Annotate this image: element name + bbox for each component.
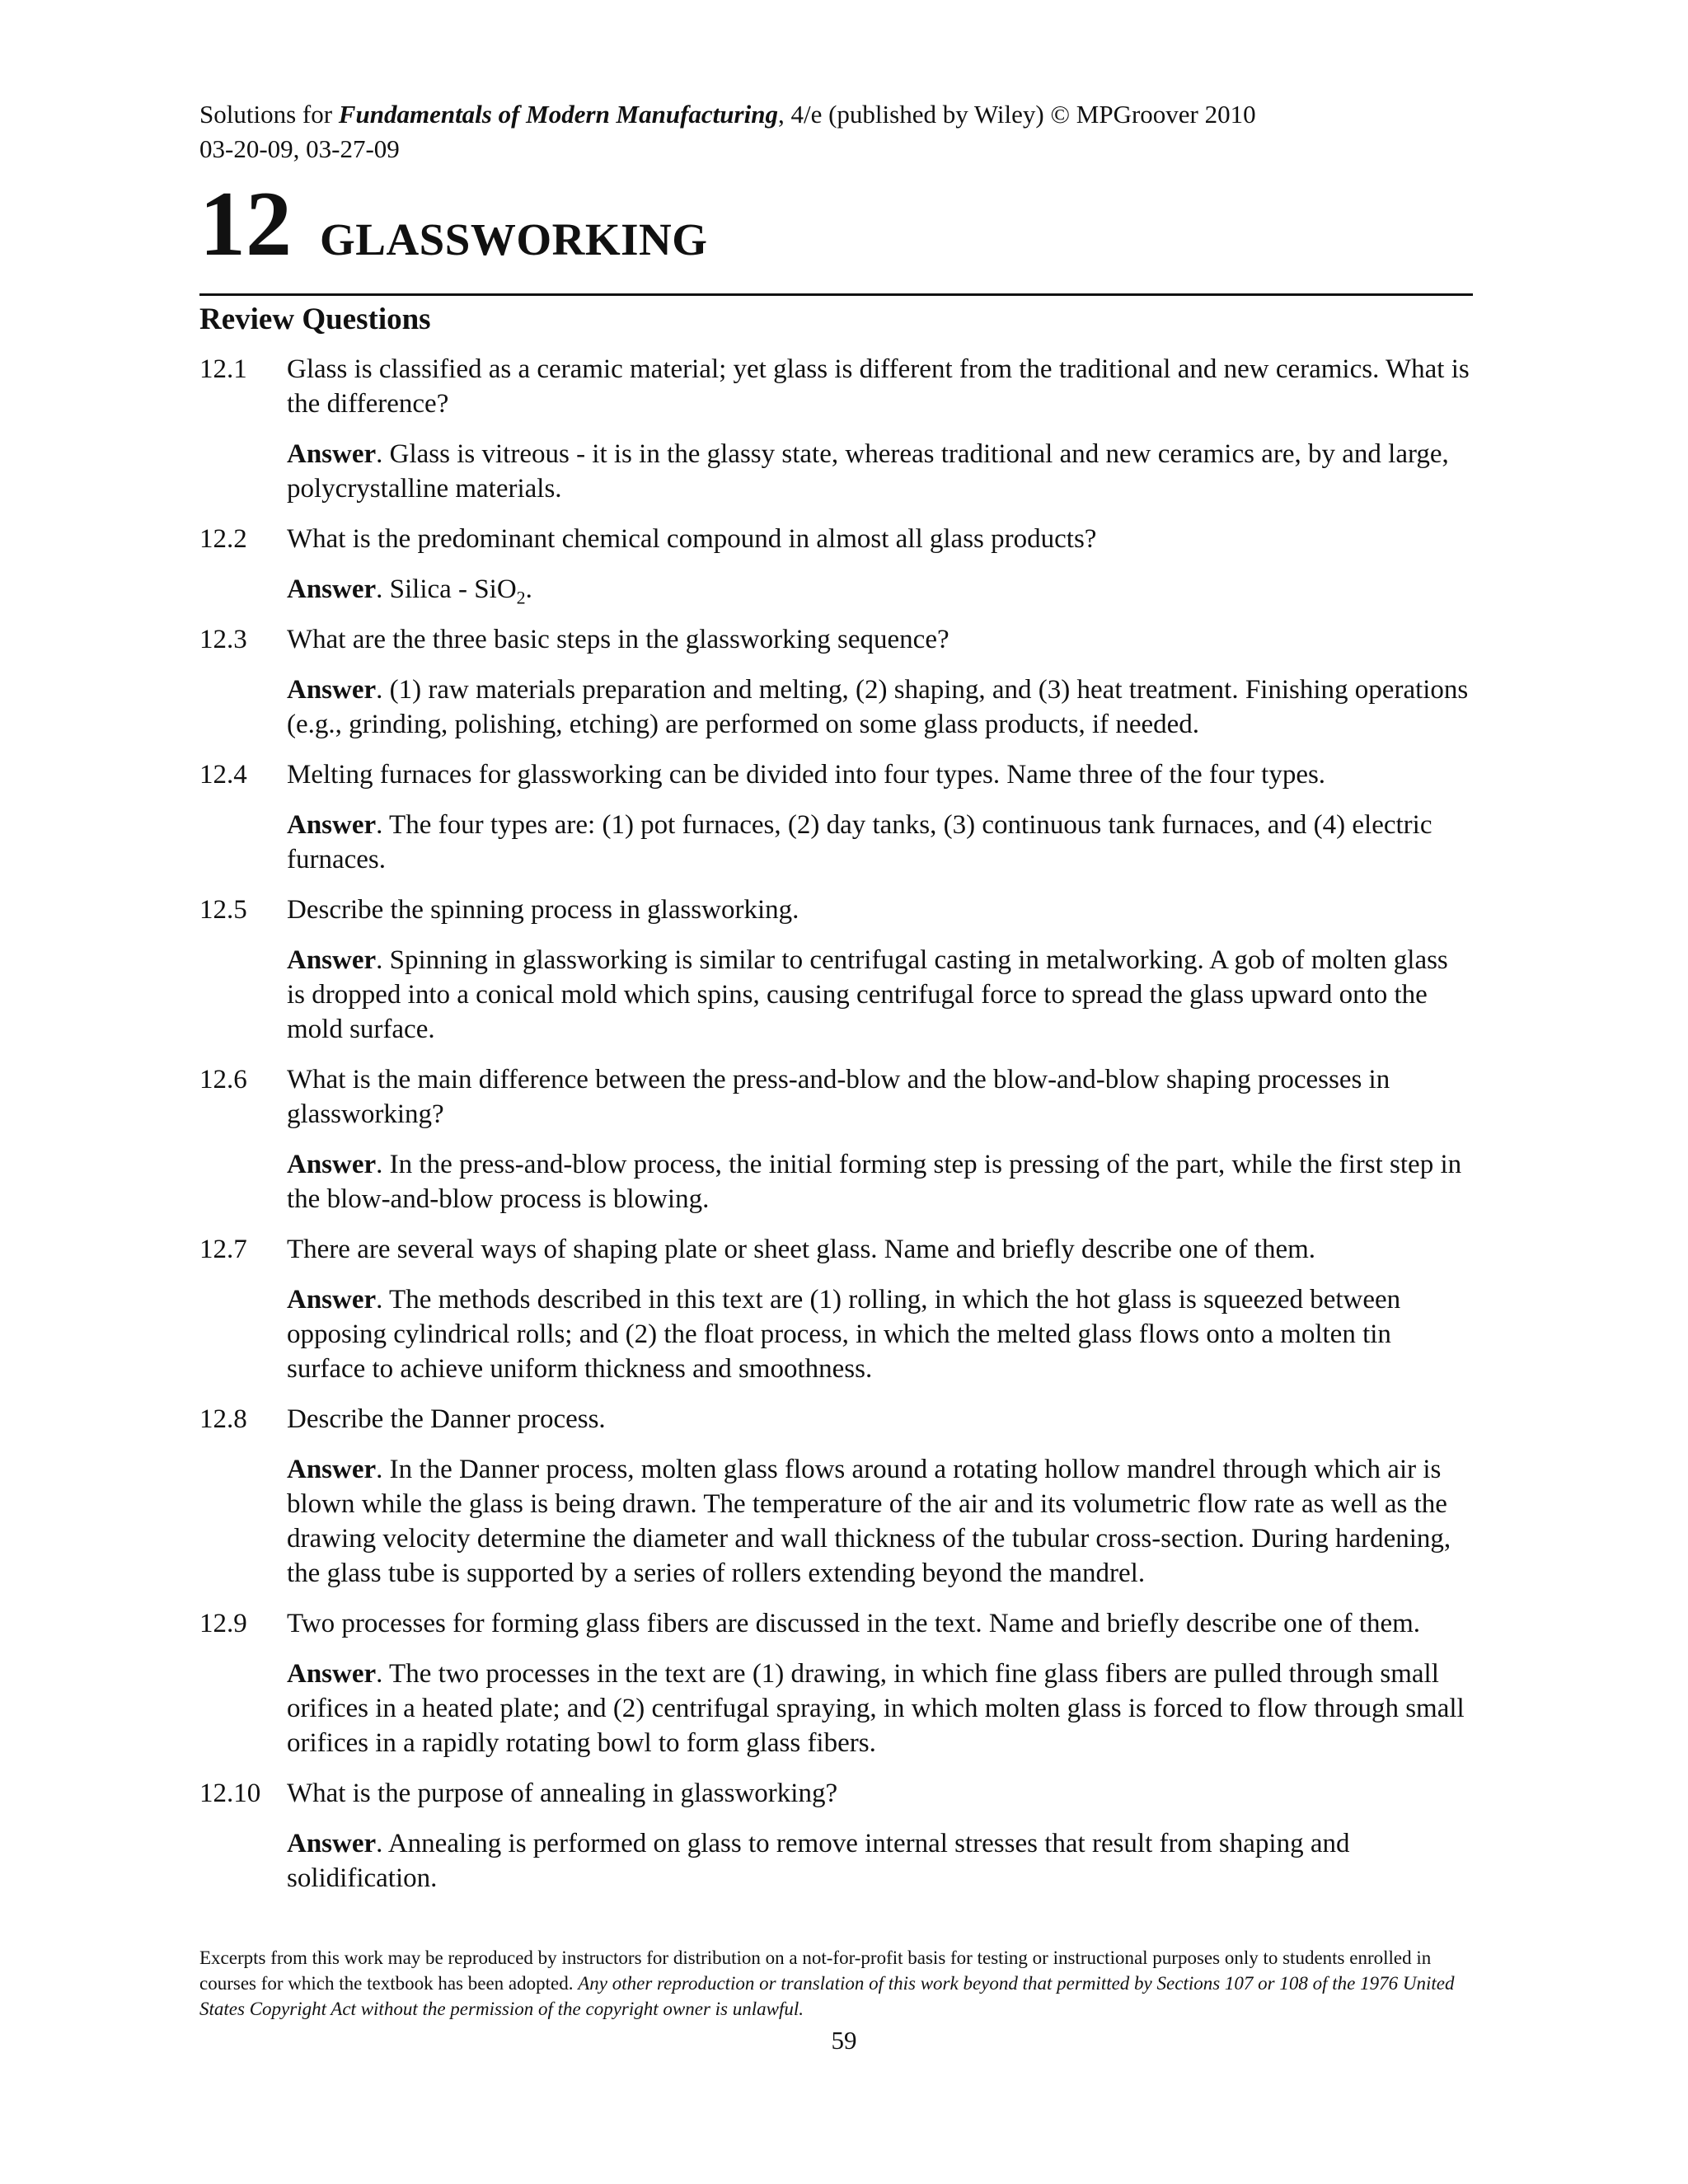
answer-label: Answer — [287, 1455, 377, 1484]
question-item — [199, 1606, 1473, 1760]
chapter-title: GLASSWORKING — [320, 214, 708, 265]
question-number: 12.3 — [199, 625, 247, 654]
header-dates: 03-20-09, 03-27-09 — [199, 134, 400, 163]
answer-body: . Glass is vitreous - it is in the glassy state, whereas traditional and new ceramics are, by and large, polycrystalline materials. — [287, 439, 1449, 504]
question-number: 12.4 — [199, 760, 247, 790]
question-text: What are the three basic steps in the glassworking sequence? — [287, 625, 950, 654]
answer-label: Answer — [287, 1285, 377, 1315]
question-item — [199, 352, 1473, 506]
chapter-number: 12 — [199, 173, 292, 275]
question-item — [199, 1062, 1473, 1216]
book-title: Fundamentals of Modern Manufacturing — [338, 100, 778, 129]
answer-body: . The methods described in this text are (1) rolling, in which the hot glass is squeezed between opposing cylindrical rolls; and (2) the float process, in which the melted glass flows onto a molten tin surface to achieve uniform thickness and smoothness. — [287, 1285, 1401, 1384]
answer-text — [287, 1282, 1473, 1386]
answer-body-end: . — [525, 574, 532, 604]
answer-body: . The two processes in the text are (1) drawing, in which fine glass fibers are pulled through small orifices in a heated plate; and (2) centrifugal spraying, in which molten glass is forced to flow through small orifices in a rapidly rotating bowl to form glass fibers. — [287, 1659, 1465, 1758]
answer-label: Answer — [287, 1659, 377, 1689]
answer-body: . In the press-and-blow process, the initial forming step is pressing of the part, while the first step in the blow-and-blow process is blowing. — [287, 1150, 1462, 1214]
question-number: 12.9 — [199, 1609, 247, 1638]
question-item — [199, 622, 1473, 742]
section-title: Review Questions — [199, 302, 431, 336]
question-text: Describe the Danner process. — [287, 1404, 606, 1434]
answer-text — [287, 673, 1473, 742]
question-text: What is the purpose of annealing in glassworking? — [287, 1779, 838, 1808]
answer-text — [287, 1452, 1473, 1591]
answer-text — [287, 572, 1473, 607]
question-text: There are several ways of shaping plate or sheet glass. Name and briefly describe one of them. — [287, 1235, 1316, 1264]
question-text: What is the predominant chemical compound in almost all glass products? — [287, 524, 1097, 554]
answer-text — [287, 437, 1473, 506]
answer-text — [287, 1657, 1473, 1760]
header-suffix: , 4/e (published by Wiley) © MPGroover 2010 — [777, 100, 1256, 129]
question-item — [199, 1776, 1473, 1896]
question-text: Melting furnaces for glassworking can be divided into four types. Name three of the four types. — [287, 760, 1326, 790]
footer-legal-text: Any other reproduction or translation of this work beyond that permitted by Sections 107 or 108 of the 1976 United States Copyright Act without the permission of the copyright owner is unlawful. — [199, 1973, 1455, 2019]
question-text: Describe the spinning process in glassworking. — [287, 895, 799, 925]
answer-label: Answer — [287, 1829, 377, 1858]
question-item — [199, 522, 1473, 607]
document-page — [199, 97, 1473, 1896]
question-number: 12.7 — [199, 1235, 247, 1264]
question-item — [199, 1232, 1473, 1386]
answer-body: . The four types are: (1) pot furnaces, (2) day tanks, (3) continuous tank furnaces, and (4) electric furnaces. — [287, 810, 1432, 874]
document-header — [199, 97, 1473, 132]
question-item — [199, 893, 1473, 1047]
answer-label: Answer — [287, 1150, 377, 1179]
heading-rule — [199, 293, 1473, 296]
answer-text — [287, 1826, 1473, 1896]
question-number: 12.5 — [199, 895, 247, 925]
answer-label: Answer — [287, 675, 377, 705]
answer-label: Answer — [287, 945, 377, 975]
answer-label: Answer — [287, 439, 377, 469]
answer-text — [287, 943, 1473, 1047]
question-item — [199, 757, 1473, 877]
copyright-footer — [199, 1945, 1473, 2022]
question-item — [199, 1402, 1473, 1591]
answer-body: . In the Danner process, molten glass flows around a rotating hollow mandrel through which air is blown while the glass is being drawn. The temperature of the air and its volumetric flow rate as well as the drawing velocity determine the diameter and wall thickness of the tubular cross-section. During hardening, the glass tube is supported by a series of rollers extending beyond the mandrel. — [287, 1455, 1451, 1588]
question-text: Glass is classified as a ceramic material; yet glass is different from the traditional and new ceramics. What is the difference? — [287, 354, 1470, 419]
question-number: 12.2 — [199, 524, 247, 554]
answer-body: . Spinning in glassworking is similar to centrifugal casting in metalworking. A gob of molten glass is dropped into a conical mold which spins, causing centrifugal force to spread the glass upward onto the mold surface. — [287, 945, 1448, 1044]
answer-text — [287, 808, 1473, 877]
page-number: 59 — [831, 2026, 857, 2055]
header-prefix: Solutions for — [199, 100, 339, 129]
footer-text: Excerpts from this work may be reproduced by instructors for distribution on a not-for-profit basis for testing or instructional purposes only to students enrolled in courses for which the textbook has been adopted. — [199, 1947, 1432, 1994]
answer-text — [287, 1147, 1473, 1216]
answer-label: Answer — [287, 574, 377, 604]
answer-body: . Silica - SiO — [376, 574, 517, 604]
question-number: 12.6 — [199, 1065, 247, 1094]
answer-label: Answer — [287, 810, 377, 840]
question-text: Two processes for forming glass fibers are discussed in the text. Name and briefly describe one of them. — [287, 1609, 1421, 1638]
question-number: 12.8 — [199, 1404, 247, 1434]
question-number: 12.10 — [199, 1779, 261, 1808]
question-number: 12.1 — [199, 354, 247, 384]
answer-body: . Annealing is performed on glass to remove internal stresses that result from shaping and solidification. — [287, 1829, 1350, 1893]
chapter-heading — [199, 175, 1473, 274]
answer-body: . (1) raw materials preparation and melting, (2) shaping, and (3) heat treatment. Finishing operations (e.g., grinding, polishing, etching) are performed on some glass products, if needed. — [287, 675, 1469, 739]
question-text: What is the main difference between the press-and-blow and the blow-and-blow shaping processes in glassworking? — [287, 1065, 1390, 1129]
subscript: 2 — [516, 587, 526, 608]
